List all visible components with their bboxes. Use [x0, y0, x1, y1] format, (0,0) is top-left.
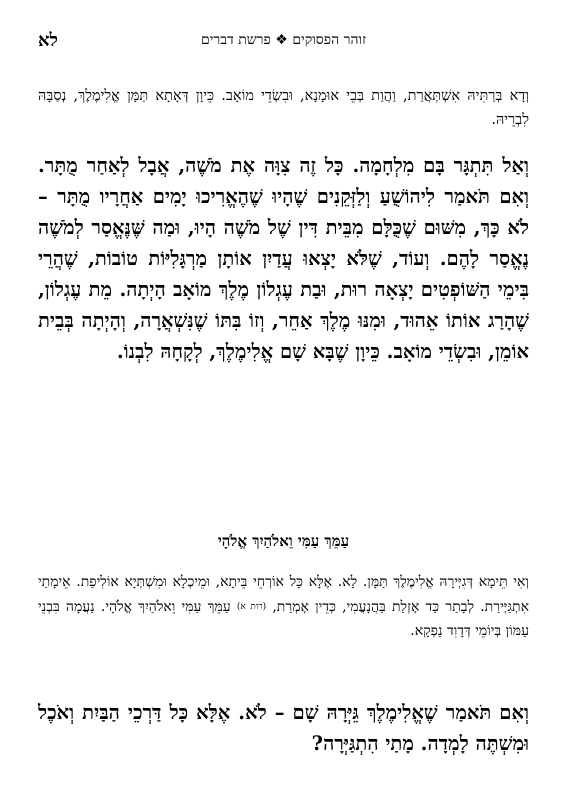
aramaic-text-part-2: עַמֵּךְ עַמִּי וֵאלֹהַיִךְ אֱלֹהָי. נַעֲמָה בִּבְנֵי עַמּוֹן בְּיוֹמֵי דְּדָוִד נַפְקָא.	[38, 598, 529, 639]
hebrew-paragraph-1: וְאַל תִּתְגָּר בָּם מִלְחָמָה. כָּל זֶה צִוָּה אֶת מֹשֶׁה, אֲבָל לְאַחַר מֻתָּר. וְאִם תֹּאמַר לִיהוֹשֻׁעַ וְלַזְּקֵנִים שֶׁהָיוּ שֶׁהֶאֱרִיכוּ יָמִים אַחֲרָיו מֻתָּר – לֹא כָּךְ, מִשּׁוּם שֶׁכֻּלָּם מִבֵּית דִּין שֶׁל מֹשֶׁה הָיוּ, וּמַה שֶּׁנֶּאֱסַר לְמֹשֶׁה נֶאֱסַר לָהֶם. וְעוֹד, שֶׁלֹּא יָצְאוּ עֲדַיִן אוֹתָן מַרְגָּלִיּוֹת טוֹבוֹת, שֶׁהֲרֵי בִּימֵי הַשּׁוֹפְטִים יָצְאָה רוּת, וּבַת עֶגְלוֹן מֶלֶךְ מוֹאָב הָיְתָה. מֵת עֶגְלוֹן, שֶׁהָרַג אוֹתוֹ אֵהוּד, וּמִנּוּ מֶלֶךְ אַחֵר, וְזוֹ בִּתּוֹ שֶׁנִּשְׁאֲרָה, וְהָיְתָה בְּבֵית אוֹמֵן, וּבִשְׂדֵי מוֹאָב. כֵּיוָן שֶׁבָּא שָׁם אֱלִימֶלֶךְ, לְקָחָהּ לִבְנוֹ.	[38, 154, 529, 363]
aramaic-paragraph-2	[38, 570, 529, 644]
section-subheading: עַמֵּךְ עַמִּי וֵאלֹהַיִךְ אֱלֹהָי	[217, 532, 350, 550]
running-title: זוהר הפסוקים ❖ פרשת דברים	[200, 32, 367, 48]
page-header	[38, 30, 529, 52]
aramaic-paragraph-1: וְדָא בְּרַתִּיהּ אִשְׁתְּאֲרַת, וַהֲוַת בְּבֵי אוּמָנָא, וּבִשְׂדֵי מוֹאָב. כֵּיוָן דְּאָתָא תַּמָּן אֱלִימֶלֶךְ, נְסַבָּהּ לִבְרֵיהּ.	[38, 88, 529, 128]
page-number: לא	[38, 30, 58, 51]
verse-reference: (רות א)	[236, 601, 267, 612]
aramaic-text-part-1: וְאִי תֵּימָא דְּגִיְּירָהּ אֱלִימֶלֶךְ תַּמָּן. לָא. אֶלָּא כָּל אוֹרְחֵי בֵּיתָא, וּמֵיכְלָא וּמִשְׁתְּיָא אוֹלִיפַת. אֵימָתַי אִתְגַּיְּירַת. לְבָתַר כַּד אָזְלַת בַּהֲנָעֳמִי, כְּדֵין אָמְרַת,	[38, 574, 529, 615]
hebrew-paragraph-2: וְאִם תֹּאמַר שֶׁאֱלִימֶלֶךְ גֵּיְּרָהּ שָׁם – לֹא. אֶלָּא כָּל דַּרְכֵי הַבַּיִת וְאֹכֶל וּמִשְׁתֶּה לָמְדָה. מָתַי הִתְגַּיְּרָה?	[38, 701, 529, 755]
